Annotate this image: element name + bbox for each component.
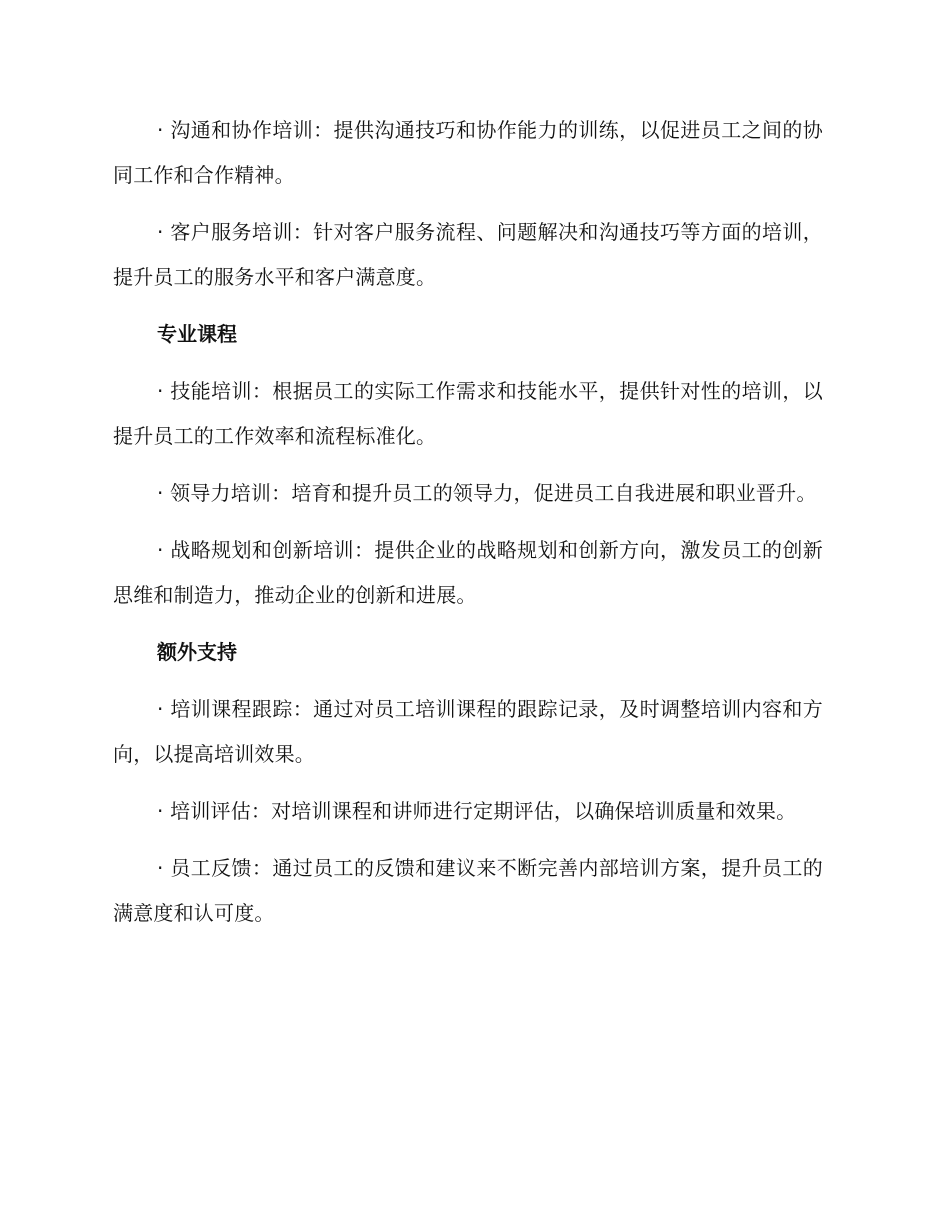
list-item-strategy-innovation-training: · 战略规划和创新培训：提供企业的战略规划和创新方向，激发员工的创新思维和制造力，推动企业的创新和进展。 xyxy=(113,538,823,607)
list-item-leadership-training: · 领导力培训：培育和提升员工的领导力，促进员工自我进展和职业晋升。 xyxy=(157,481,817,505)
document-body xyxy=(113,108,823,948)
list-item-communication-training: · 沟通和协作培训：提供沟通技巧和协作能力的训练，以促进员工之间的协同工作和合作精神。 xyxy=(113,118,823,187)
list-item-employee-feedback: · 员工反馈：通过员工的反馈和建议来不断完善内部培训方案，提升员工的满意度和认可度。 xyxy=(113,856,823,925)
list-item-skills-training: · 技能培训：根据员工的实际工作需求和技能水平，提供针对性的培训，以提升员工的工作效率和流程标准化。 xyxy=(113,379,823,448)
list-item-course-tracking: · 培训课程跟踪：通过对员工培训课程的跟踪记录，及时调整培训内容和方向，以提高培训效果。 xyxy=(113,697,823,766)
list-item-training-evaluation: · 培训评估：对培训课程和讲师进行定期评估，以确保培训质量和效果。 xyxy=(157,799,797,823)
section-heading-additional-support: 额外支持 xyxy=(157,640,237,664)
list-item-customer-service-training: · 客户服务培训：针对客户服务流程、问题解决和沟通技巧等方面的培训，提升员工的服务水平和客户满意度。 xyxy=(113,220,823,289)
section-heading-professional-courses: 专业课程 xyxy=(157,322,237,346)
